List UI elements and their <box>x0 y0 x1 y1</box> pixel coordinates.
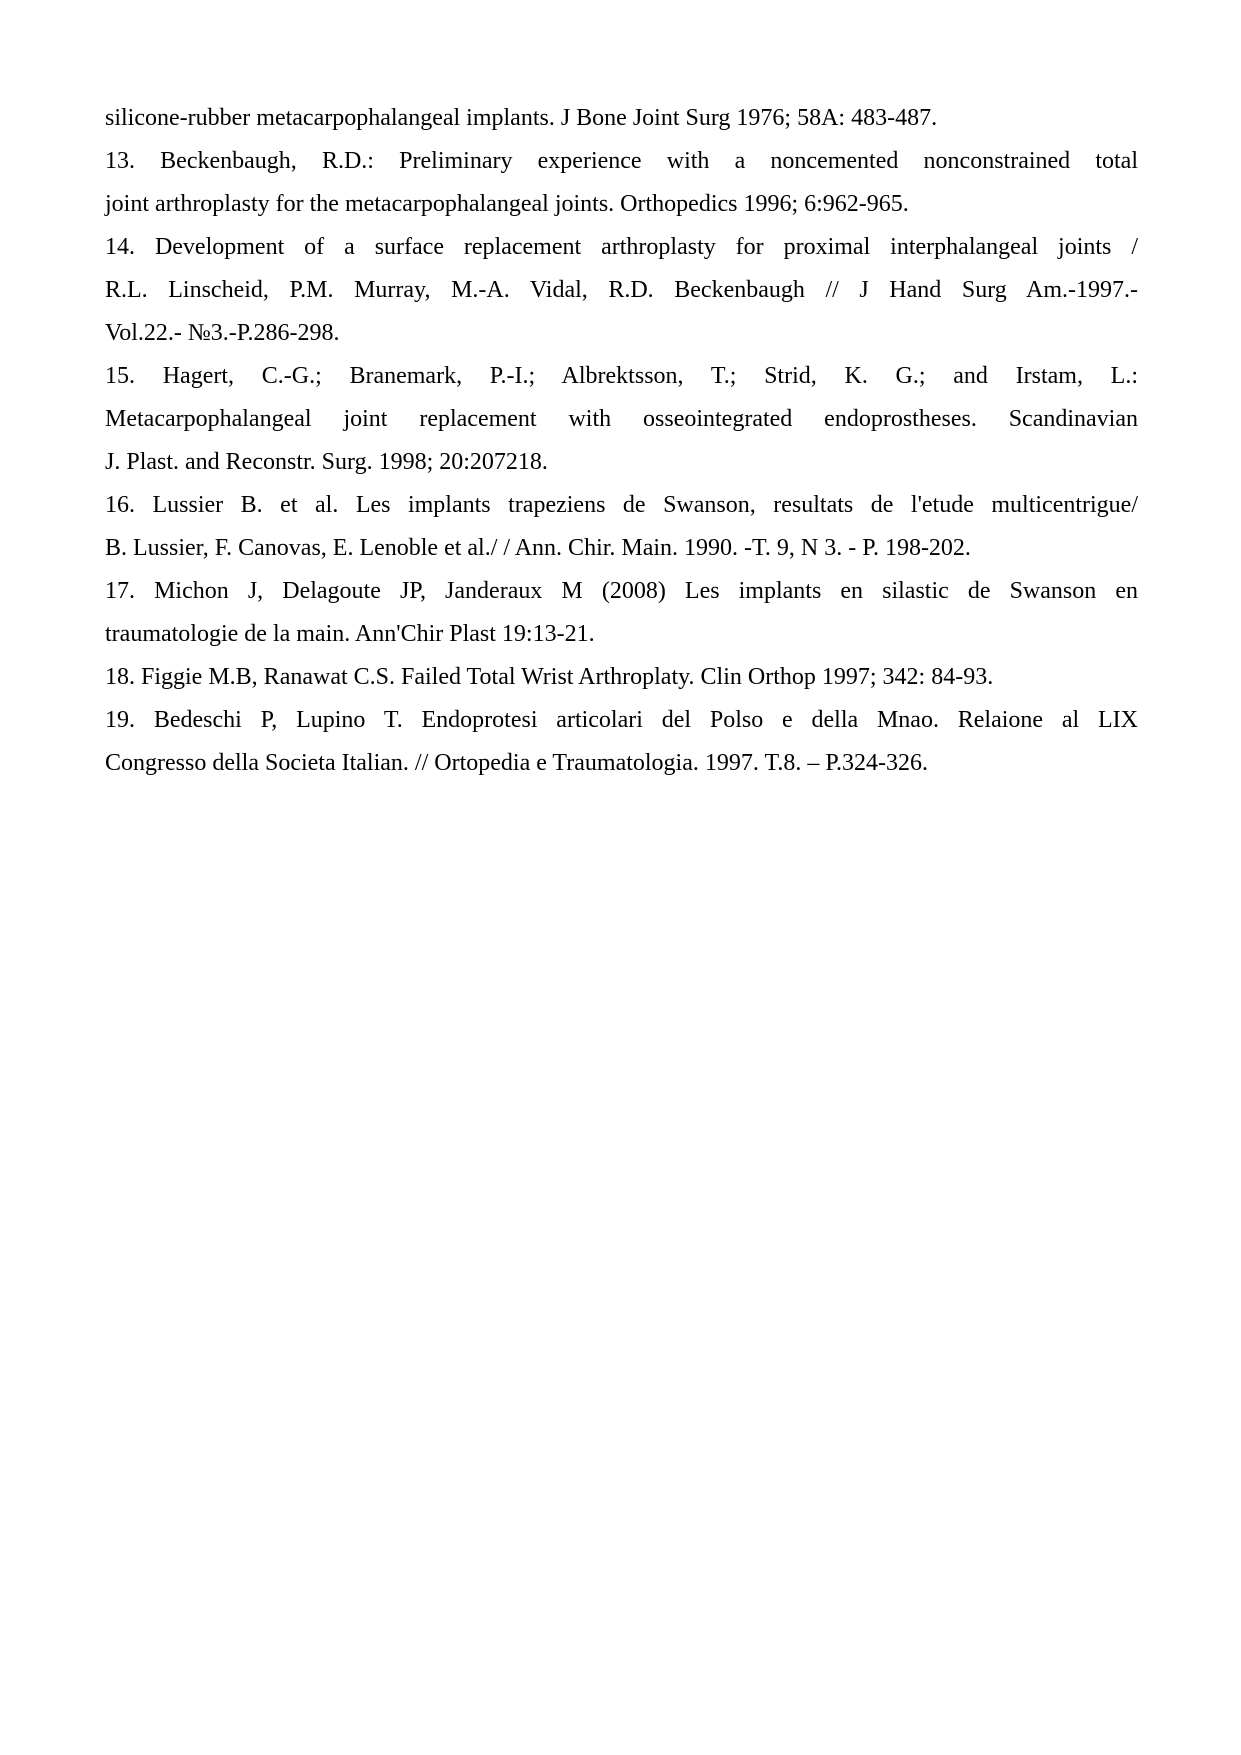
reference-line: Congresso della Societa Italian. // Ortopedia e Traumatologia. 1997. T.8. – P.324-326. <box>105 750 928 776</box>
reference-line: 17. Michon J, Delagoute JP, Janderaux M (2008) Les implants en silastic de Swanson en <box>105 578 1138 604</box>
reference-line: Vol.22.- №3.-P.286-298. <box>105 320 340 346</box>
reference-line: silicone-rubber metacarpophalangeal implants. J Bone Joint Surg 1976; 58A: 483-487. <box>105 105 938 131</box>
reference-line: R.L. Linscheid, P.M. Murray, M.-A. Vidal, R.D. Beckenbaugh // J Hand Surg Am.-1997.- <box>105 277 1138 303</box>
reference-line: joint arthroplasty for the metacarpophalangeal joints. Orthopedics 1996; 6:962-965. <box>105 191 909 217</box>
reference-line: J. Plast. and Reconstr. Surg. 1998; 20:207218. <box>105 449 548 475</box>
references-list <box>105 97 1138 785</box>
reference-line: 15. Hagert, C.-G.; Branemark, P.-I.; Albrektsson, T.; Strid, K. G.; and Irstam, L.: <box>105 363 1138 389</box>
reference-line: 16. Lussier B. et al. Les implants trapeziens de Swanson, resultats de l'etude multicentrigue/ <box>105 492 1138 518</box>
reference-line: 13. Beckenbaugh, R.D.: Preliminary experience with a noncemented nonconstrained total <box>105 148 1138 174</box>
reference-line: 18. Figgie M.B, Ranawat C.S. Failed Total Wrist Arthroplaty. Clin Orthop 1997; 342: 84-93. <box>105 664 994 690</box>
reference-line: B. Lussier, F. Canovas, E. Lenoble et al./ / Ann. Chir. Main. 1990. -T. 9, N 3. - P. 198-202. <box>105 535 971 561</box>
reference-line: 14. Development of a surface replacement arthroplasty for proximal interphalangeal joints / <box>105 234 1138 260</box>
reference-line: 19. Bedeschi P, Lupino T. Endoprotesi articolari del Polso e della Mnao. Relaione al LIX <box>105 707 1138 733</box>
reference-line: traumatologie de la main. Ann'Chir Plast 19:13-21. <box>105 621 595 647</box>
reference-line: Metacarpophalangeal joint replacement with osseointegrated endoprostheses. Scandinavian <box>105 406 1138 432</box>
